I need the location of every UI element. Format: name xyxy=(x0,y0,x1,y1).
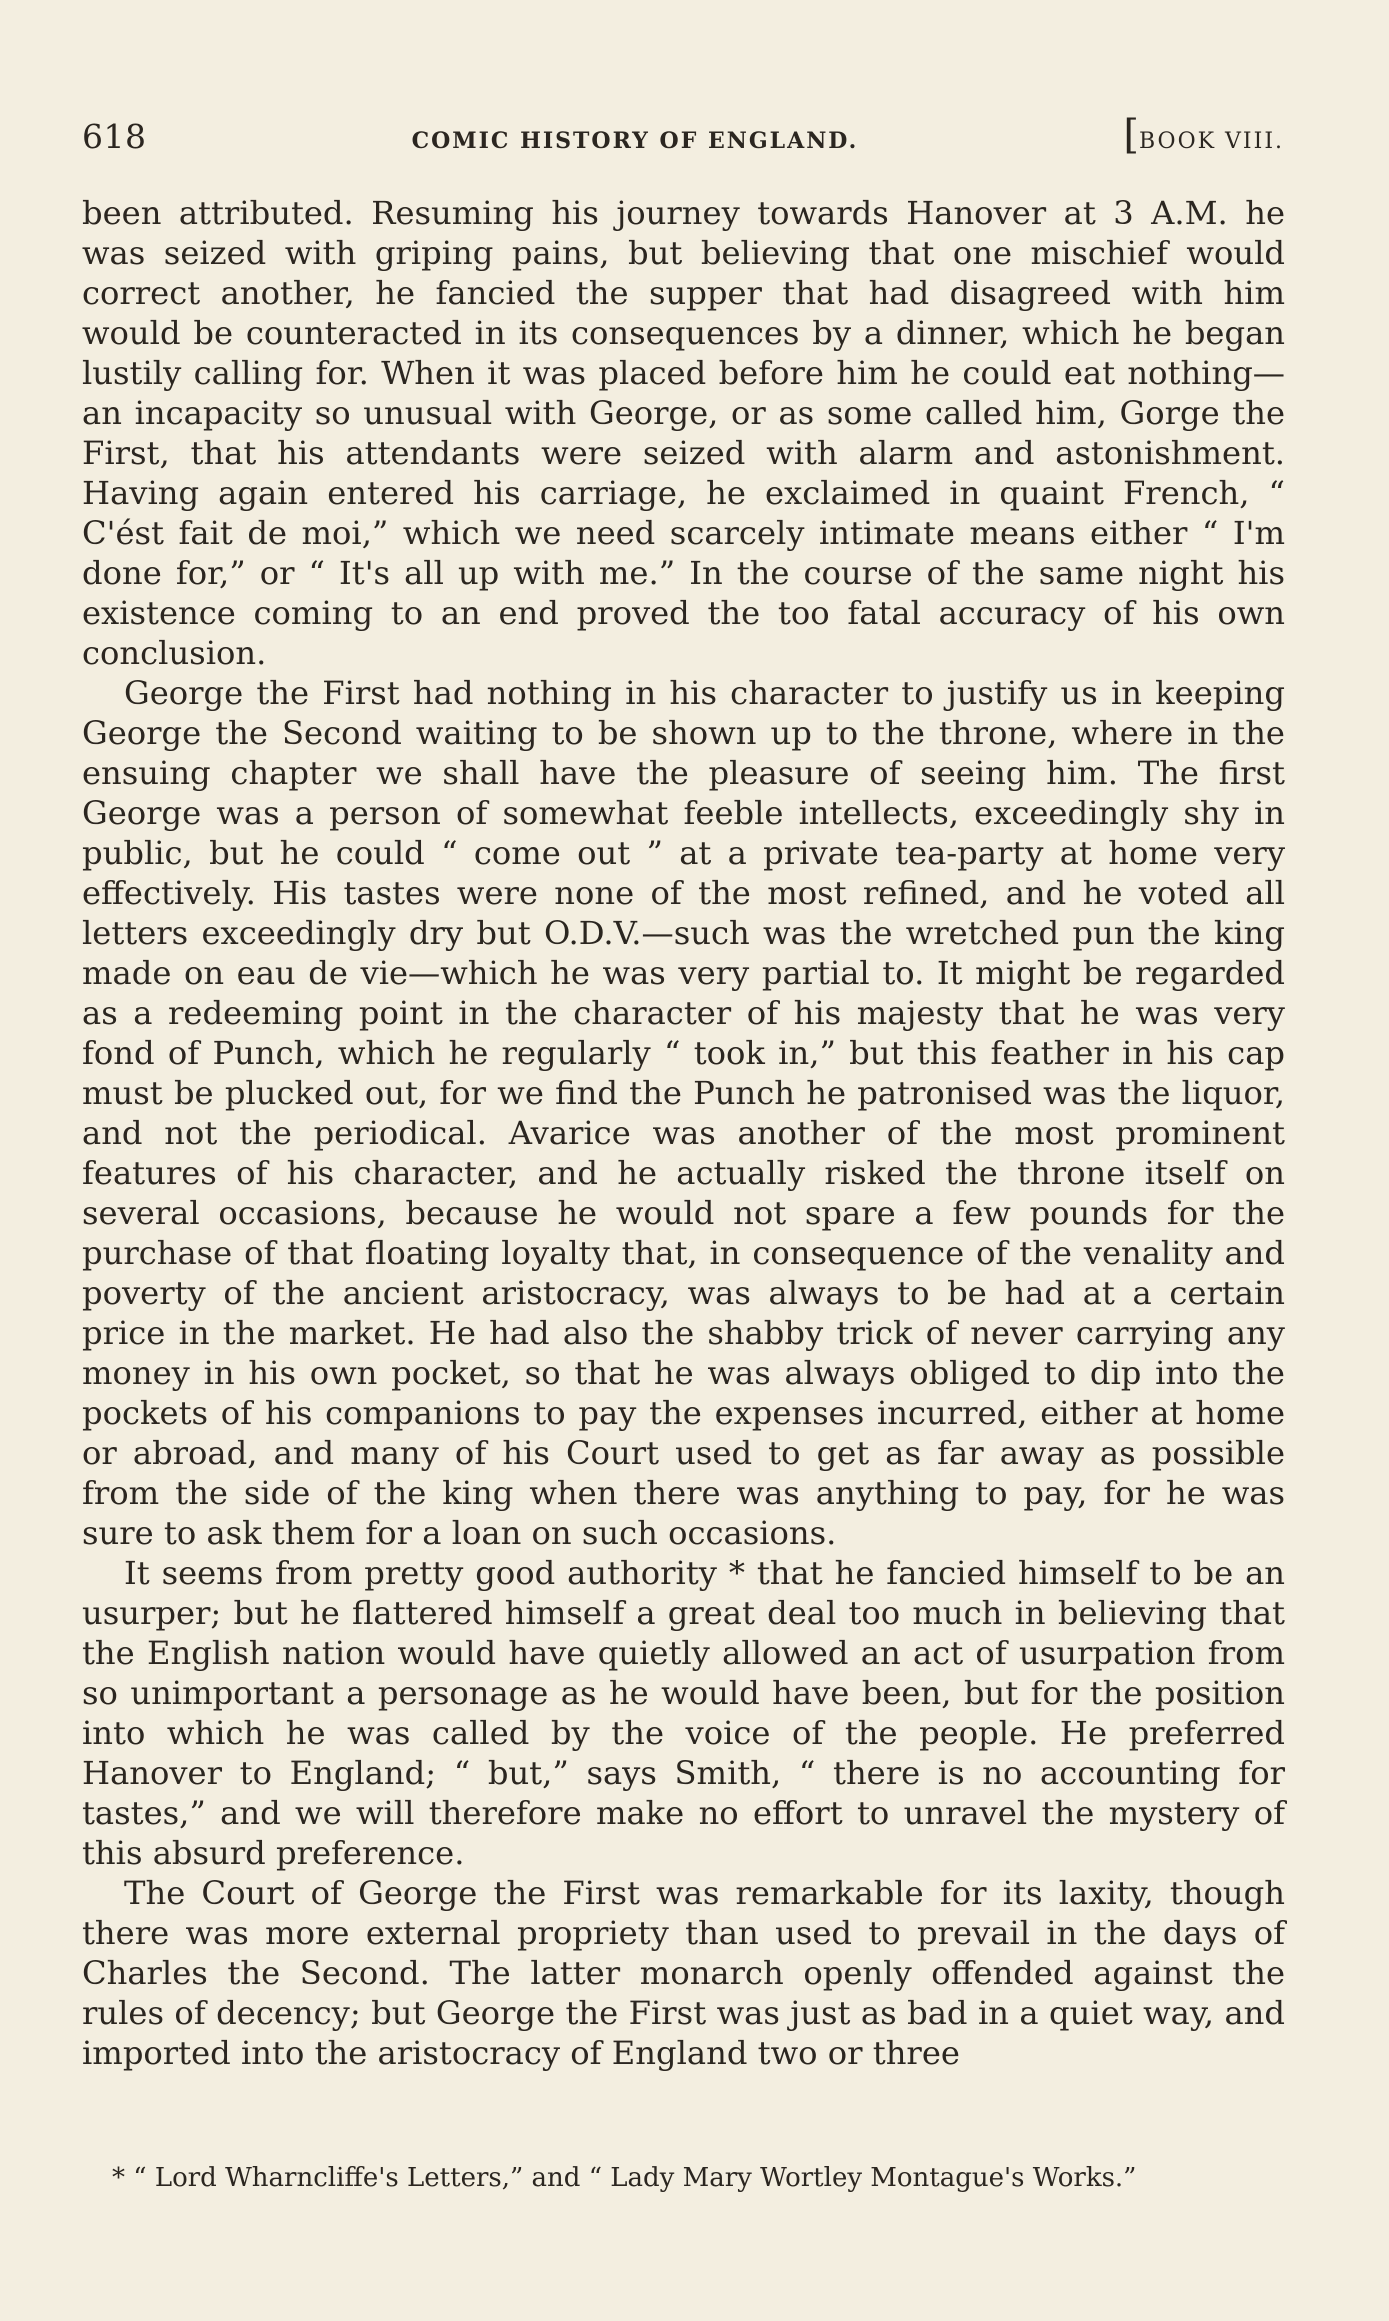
running-head xyxy=(82,112,1284,164)
footnote: * “ Lord Wharncliffe's Letters,” and “ Lady Mary Wortley Montague's Works.” xyxy=(112,2163,1137,2193)
paragraph-1: been attributed. Resuming his journey towards Hanover at 3 A.M. he was seized with griping pains, but believing that one mischief would correct another, he fancied the supper that had disagreed with him would be counteracted in its consequences by a dinner, which he began lustily calling for. When it was placed before him he could eat nothing—an incapacity so unusual with George, or as some called him, Gorge the First, that his attendants were seized with alarm and astonishment. Having again entered his carriage, he exclaimed in quaint French, “ C'ést fait de moi,” which we need scarcely intimate means either “ I'm done for,” or “ It's all up with me.” In the course of the same night his existence coming to an end proved the too fatal accuracy of his own conclusion. xyxy=(82,194,1285,672)
paragraph-3: It seems from pretty good authority * that he fancied himself to be an usurper; but he flattered himself a great deal too much in believing that the English nation would have quietly allowed an act of usurpation from so unimportant a personage as he would have been, but for the position into which he was called by the voice of the people. He preferred Hanover to England; “ but,” says Smith, “ there is no accounting for tastes,” and we will therefore make no effort to unravel the mystery of this absurd preference. xyxy=(82,1554,1285,1872)
book-number: BOOK VIII. xyxy=(1138,129,1284,154)
paragraph-4: The Court of George the First was remarkable for its laxity, though there was more external propriety than used to prevail in the days of Charles the Second. The latter monarch openly offended against the rules of decency; but George the First was just as bad in a quiet way, and imported into the aristocracy of England two or three xyxy=(82,1874,1285,2072)
page-number: 618 xyxy=(82,117,147,156)
book-label xyxy=(1123,112,1284,158)
book-bracket: [ xyxy=(1123,112,1139,158)
body-text xyxy=(82,193,1285,2073)
running-title: COMIC HISTORY OF ENGLAND. xyxy=(411,128,859,154)
paragraph-2: George the First had nothing in his character to justify us in keeping George the Second waiting to be shown up to the throne, where in the ensuing chapter we shall have the pleasure of seeing him. The first George was a person of somewhat feeble intellects, exceedingly shy in public, but he could “ come out ” at a private tea-party at home very effectively. His tastes were none of the most refined, and he voted all letters exceedingly dry but O.D.V.—such was the wretched pun the king made on eau de vie—which he was very partial to. It might be regarded as a redeeming point in the character of his majesty that he was very fond of Punch, which he regularly “ took in,” but this feather in his cap must be plucked out, for we find the Punch he patronised was the liquor, and not the periodical. Avarice was another of the most prominent features of his character, and he actually risked the throne itself on several occasions, because he would not spare a few pounds for the purchase of that floating loyalty that, in consequence of the venality and poverty of the ancient aristocracy, was always to be had at a certain price in the market. He had also the shabby trick of never carrying any money in his own pocket, so that he was always obliged to dip into the pockets of his companions to pay the expenses incurred, either at home or abroad, and many of his Court used to get as far away as possible from the side of the king when there was anything to pay, for he was sure to ask them for a loan on such occasions. xyxy=(82,674,1285,1552)
